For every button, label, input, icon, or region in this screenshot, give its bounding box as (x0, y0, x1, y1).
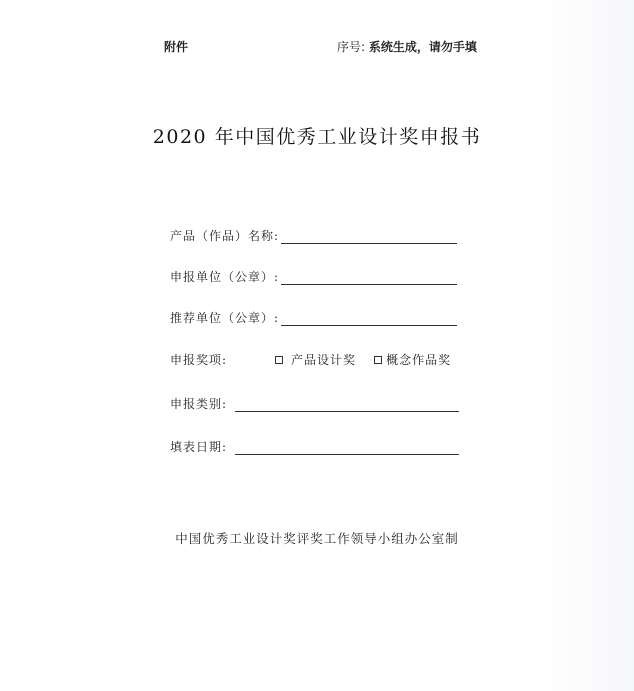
category-label: 申报类别: (170, 397, 228, 411)
category-field (170, 392, 459, 412)
award-option-label: 产品设计奖 (291, 353, 357, 367)
category-input-line[interactable] (235, 399, 459, 412)
award-option-product-design[interactable] (275, 351, 356, 368)
recommend-unit-label: 推荐单位（公章）: (170, 311, 280, 325)
applicant-unit-label: 申报单位（公章）: (170, 270, 280, 284)
award-option-concept-work[interactable] (374, 351, 451, 368)
award-item-label: 申报奖项: (170, 353, 228, 367)
attachment-label: 附件 (164, 40, 189, 54)
applicant-unit-field (170, 265, 457, 285)
applicant-unit-input-line[interactable] (281, 272, 457, 285)
recommend-unit-input-line[interactable] (281, 313, 457, 326)
award-item-field (170, 348, 451, 368)
checkbox-icon[interactable] (374, 356, 382, 364)
recommend-unit-field (170, 306, 457, 326)
fill-date-input-line[interactable] (235, 442, 459, 455)
product-name-field (170, 224, 457, 244)
fill-date-label: 填表日期: (170, 440, 228, 454)
serial-label: 序号: (337, 40, 369, 54)
serial-value: 系统生成，请勿手填 (368, 40, 477, 54)
serial-number (337, 38, 477, 55)
document-title: 2020 年中国优秀工业设计奖申报书 (152, 126, 482, 148)
award-option-label: 概念作品奖 (386, 353, 452, 367)
issuer-footer: 中国优秀工业设计奖评奖工作领导小组办公室制 (175, 531, 459, 546)
checkbox-icon[interactable] (275, 356, 283, 364)
fill-date-field (170, 435, 459, 455)
product-name-label: 产品（作品）名称: (170, 229, 280, 243)
product-name-input-line[interactable] (281, 231, 457, 244)
